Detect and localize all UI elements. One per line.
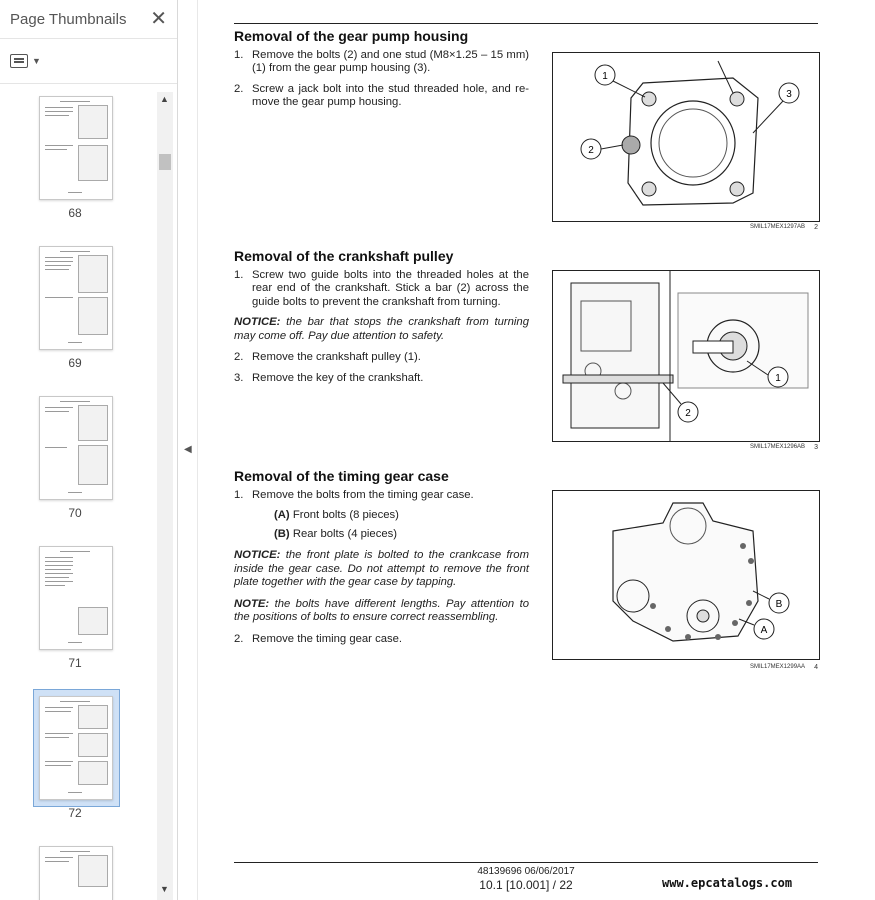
step-text: Remove the timing gear case. (252, 632, 403, 645)
thumbnail-label: 72 (68, 806, 82, 820)
thumbnail-image (39, 696, 113, 800)
figure-gear-pump-housing (552, 52, 820, 222)
step-text: Remove the key of the crankshaft. (252, 371, 424, 384)
footer-doc-id: 48139696 06/06/2017 (477, 866, 575, 877)
step (234, 372, 529, 386)
thumbnail-image (39, 246, 113, 350)
figure-crankshaft-pulley (552, 270, 820, 442)
thumbnail-page-next[interactable] (0, 846, 150, 900)
step-number: 3. (234, 371, 244, 384)
step (234, 633, 529, 647)
panel-title: Page Thumbnails (10, 10, 127, 28)
thumbnail-label: 70 (68, 506, 82, 520)
chevron-down-icon: ▼ (32, 56, 41, 66)
step (234, 49, 529, 76)
sub-text: Rear bolts (4 pieces) (292, 527, 398, 540)
figure-timing-gear-case (552, 490, 820, 660)
step (234, 269, 529, 310)
notice-label: NOTICE: (234, 549, 281, 561)
panel-toolbar (0, 39, 177, 84)
step (234, 489, 529, 503)
notice-text: the front plate is bolted to the crankcase from inside the gear case. Do not attempt to remove the front plate together with the gear case by tapping. (234, 549, 530, 588)
notice-label: NOTICE: (234, 316, 281, 328)
section-title: Removal of the gear pump housing (234, 28, 469, 44)
step-number: 1. (234, 488, 244, 501)
step-text: Remove the bolts from the timing gear case. (252, 488, 474, 501)
callout-a-label: A (760, 625, 768, 636)
scrollbar-thumb[interactable] (159, 154, 171, 170)
sub-text: Front bolts (8 pieces) (292, 509, 399, 521)
thumbnail-options-button[interactable] (10, 54, 41, 68)
document-page (198, 0, 875, 900)
page-thumbnails-panel (0, 0, 178, 900)
sub-item (274, 528, 529, 542)
callout-2-label: 2 (588, 145, 594, 156)
thumbnail-image (39, 396, 113, 500)
step-number: 1. (234, 268, 244, 281)
thumbnail-label: 68 (68, 206, 82, 220)
figure-number: 3 (814, 444, 818, 451)
section-title: Removal of the crankshaft pulley (234, 248, 454, 264)
thumbnail-scrollbar[interactable] (157, 92, 173, 900)
thumbnail-image (39, 846, 113, 900)
sub-label: (A) (274, 509, 290, 521)
section-crankshaft-pulley (234, 250, 529, 392)
collapse-panel-icon[interactable]: ◀ (184, 444, 192, 455)
figure-number: 4 (814, 664, 818, 671)
callout-2-label: 2 (685, 408, 691, 419)
figure-id: SMIL17MEX1297AB (750, 224, 806, 230)
thumbnail-image (39, 546, 113, 650)
step (234, 83, 529, 110)
callout-3-label: 3 (786, 89, 792, 100)
footer-rule (234, 862, 818, 863)
step-number: 2. (234, 351, 244, 363)
thumbnail-label: 71 (68, 656, 82, 670)
figure-id: SMIL17MEX1299AA (750, 664, 806, 670)
thumbnail-label: 69 (68, 356, 82, 370)
note-label: NOTE: (234, 597, 270, 610)
thumbnail-page-68[interactable] (0, 96, 150, 226)
step-number: 1. (234, 48, 244, 61)
footer-page-ref: 10.1 [10.001] / 22 (479, 878, 573, 892)
step-number: 2. (234, 632, 244, 645)
section-gear-pump-housing (234, 30, 529, 117)
close-icon[interactable]: ✕ (150, 8, 167, 30)
sub-label: (B) (274, 527, 290, 540)
step (234, 351, 529, 365)
callout-1-label: 1 (602, 71, 608, 82)
figure-id: SMIL17MEX1296AB (750, 444, 806, 450)
section-timing-gear-case (234, 470, 529, 653)
thumbnail-page-71[interactable] (0, 546, 150, 676)
note (234, 598, 529, 625)
notice-text: the bar that stops the crankshaft from turning may come off. Pay due attention to safety. (234, 316, 529, 342)
sub-item (274, 509, 529, 523)
thumbnail-page-69[interactable] (0, 246, 150, 376)
notice (234, 316, 529, 343)
callout-1-label: 1 (775, 373, 781, 384)
top-rule (234, 23, 818, 24)
notice (234, 549, 529, 590)
thumbnail-options-icon (10, 54, 28, 68)
thumbnail-page-70[interactable] (0, 396, 150, 526)
section-title: Removal of the timing gear case (234, 468, 449, 484)
step-text: Screw two guide bolts into the threaded holes at the rear end of the crankshaft. Stick a bar (2) across the guide bolts to prevent the crankshaft from turning. (252, 268, 529, 308)
figure-number: 2 (814, 224, 818, 231)
step-text: Remove the bolts (2) and one stud (M8×1.25 – 15 mm) (1) from the gear pump housing (3). (252, 48, 529, 74)
panel-header (0, 0, 177, 39)
step-text: Screw a jack bolt into the stud threaded hole, and re-move the gear pump housing. (252, 82, 529, 108)
thumbnail-page-72[interactable] (0, 689, 150, 824)
watermark-url: www.epcatalogs.com (662, 876, 793, 890)
step-number: 2. (234, 82, 244, 95)
callout-b-label: B (775, 599, 783, 610)
step-text: Remove the crankshaft pulley (1). (252, 351, 421, 363)
scroll-up-icon[interactable]: ▲ (160, 94, 169, 104)
note-text: the bolts have different lengths. Pay attention to the positions of bolts to ensure correct reassembling. (234, 597, 530, 623)
scroll-down-icon[interactable]: ▼ (160, 884, 169, 894)
thumbnail-list (0, 84, 156, 900)
thumbnail-image (39, 96, 113, 200)
